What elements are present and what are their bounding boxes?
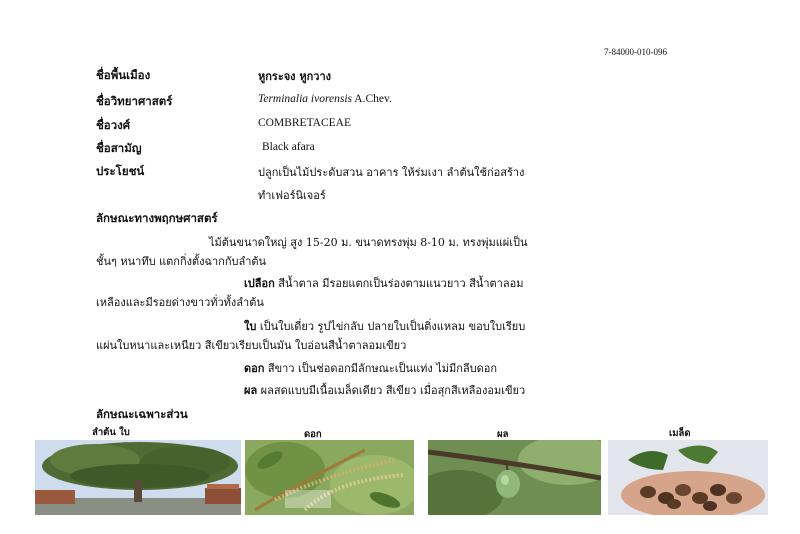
tree-line-2: ชั้นๆ หนาทึบ แตกกิ่งตั้งฉากกับลำต้น bbox=[96, 255, 267, 268]
local-name-value: หูกระจง หูกวาง bbox=[258, 70, 332, 83]
flower-illustration bbox=[245, 440, 414, 515]
caption-trunk-leaf: ลำต้น ใบ bbox=[92, 427, 130, 438]
family-label: ชื่อวงศ์ bbox=[96, 118, 131, 132]
family-value: COMBRETACEAE bbox=[258, 117, 351, 129]
uses-label: ประโยชน์ bbox=[96, 164, 145, 178]
common-name-label: ชื่อสามัญ bbox=[96, 141, 142, 155]
seed-photo bbox=[608, 440, 768, 515]
leaf-line-2: แผ่นใบหนาและเหนียว สีเขียวเรียบเป็นมัน ใบอ่อนสีน้ำตาลอมเขียว bbox=[96, 339, 407, 352]
specific-heading: ลักษณะเฉพาะส่วน bbox=[96, 407, 188, 421]
leaf-text: เป็นใบเดี่ยว รูปไข่กลับ ปลายใบเป็นติ่งแหลม ขอบใบเรียบ bbox=[256, 320, 526, 333]
caption-seed: เมล็ด bbox=[669, 428, 691, 439]
seed-illustration bbox=[608, 440, 768, 515]
flower-label: ดอก bbox=[244, 362, 265, 375]
caption-flower: ดอก bbox=[304, 429, 322, 440]
fruit-label: ผล bbox=[244, 384, 258, 397]
tree-illustration bbox=[35, 440, 241, 515]
scientific-name-species: Terminalia ivorensis bbox=[258, 93, 353, 105]
tree-line-1: ไม้ต้นขนาดใหญ่ สูง 15-20 ม. ขนาดทรงพุ่ม 8-10 ม. ทรงพุ่มแผ่เป็น bbox=[209, 236, 528, 249]
flower-line bbox=[244, 358, 497, 379]
fruit-illustration bbox=[428, 440, 601, 515]
bark-label: เปลือก bbox=[244, 277, 275, 290]
fruit-line bbox=[244, 380, 525, 401]
scientific-name-value bbox=[258, 93, 392, 105]
document-id: 7-84000-010-096 bbox=[604, 47, 667, 57]
flower-photo bbox=[245, 440, 414, 515]
uses-line-2: ทำเฟอร์นิเจอร์ bbox=[258, 189, 326, 202]
caption-fruit: ผล bbox=[497, 429, 509, 440]
local-name-label: ชื่อพื้นเมือง bbox=[96, 68, 151, 82]
fruit-text: ผลสดแบบมีเนื้อเมล็ดเดียว สีเขียว เมื่อสุกสีเหลืองอมเขียว bbox=[257, 384, 526, 397]
common-name-value: Black afara bbox=[262, 141, 315, 153]
tree-photo bbox=[35, 440, 241, 515]
scientific-name-author: A.Chev. bbox=[352, 93, 392, 105]
scientific-name-label: ชื่อวิทยาศาสตร์ bbox=[96, 94, 173, 108]
bark-text: สีน้ำตาล มีรอยแตกเป็นร่องตามแนวยาว สีน้ำตาลอม bbox=[274, 277, 524, 290]
bark-line-2: เหลืองและมีรอยด่างขาวทั่วทั้งลำต้น bbox=[96, 296, 264, 309]
fruit-photo bbox=[428, 440, 601, 515]
flower-text: สีขาว เป็นช่อดอกมีลักษณะเป็นแท่ง ไม่มีกลีบดอก bbox=[264, 362, 498, 375]
uses-line-1: ปลูกเป็นไม้ประดับสวน อาคาร ให้ร่มเงา ลำต้นใช้ก่อสร้าง bbox=[258, 166, 525, 179]
leaf-line-1 bbox=[244, 316, 525, 337]
botany-heading: ลักษณะทางพฤกษศาสตร์ bbox=[96, 211, 218, 225]
leaf-label: ใบ bbox=[244, 320, 257, 333]
bark-line-1 bbox=[244, 273, 523, 294]
